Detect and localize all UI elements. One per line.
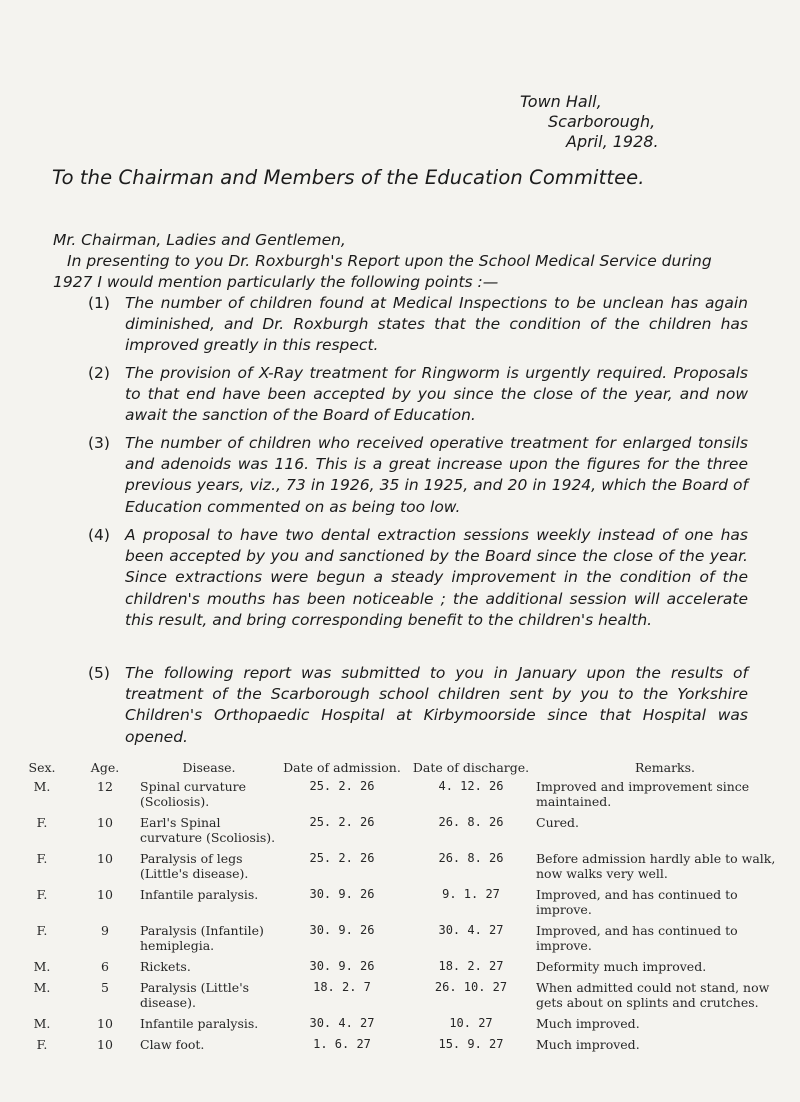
table-header-row (14, 760, 794, 779)
cell-age: 10 (97, 1016, 113, 1031)
cell-disease: Rickets. (140, 959, 191, 974)
cell-sex: F. (36, 1037, 48, 1052)
cell-admission: 25. 2. 26 (309, 779, 375, 793)
intro-text: In presenting to you Dr. Roxburgh's Report upon the School Medical Service during 1927 I would mention particularly the following points :— (53, 252, 712, 291)
point-number: (2) (88, 364, 110, 382)
address-line-1: Town Hall, (520, 92, 602, 111)
point-1 (88, 293, 748, 357)
point-number: (3) (88, 434, 110, 452)
cell-remarks: Improved and improvement since maintained. (536, 779, 750, 809)
cell-admission: 30. 9. 26 (309, 959, 375, 973)
cell-discharge: 18. 2. 27 (438, 959, 504, 973)
cell-sex: M. (33, 980, 51, 995)
header-disease: Disease. (182, 760, 236, 775)
cell-remarks: Much improved. (536, 1016, 640, 1031)
cell-admission: 25. 2. 26 (309, 851, 375, 865)
table-row (14, 1037, 794, 1058)
table-row (14, 851, 794, 887)
cell-age: 12 (97, 779, 113, 794)
cell-age: 5 (101, 980, 109, 995)
table-row (14, 1016, 794, 1037)
cell-age: 10 (97, 815, 113, 830)
header-sex: Sex. (28, 760, 56, 775)
header-age: Age. (90, 760, 120, 775)
cell-remarks: Cured. (536, 815, 579, 830)
cell-sex: M. (33, 779, 51, 794)
cell-admission: 25. 2. 26 (309, 815, 375, 829)
cell-remarks: Improved, and has continued to improve. (536, 887, 738, 917)
cell-disease: Earl's Spinal curvature (Scoliosis). (140, 815, 276, 845)
header-discharge: Date of discharge. (412, 760, 530, 775)
point-4 (88, 525, 748, 631)
cell-remarks: Before admission hardly able to walk, now walks very well. (536, 851, 776, 881)
cell-admission: 30. 9. 26 (309, 923, 375, 937)
table-row (14, 887, 794, 923)
point-number: (4) (88, 526, 110, 544)
cell-admission: 30. 9. 26 (309, 887, 375, 901)
intro-paragraph (53, 251, 753, 293)
cell-remarks: Improved, and has continued to improve. (536, 923, 738, 953)
table-row (14, 815, 794, 851)
cell-disease: Paralysis (Infantile) hemiplegia. (140, 923, 264, 953)
point-number: (5) (88, 664, 110, 682)
cell-admission: 1. 6. 27 (313, 1037, 371, 1051)
cell-admission: 18. 2. 7 (313, 980, 371, 994)
point-text: A proposal to have two dental extraction sessions weekly instead of one has been accepted by you and sanctioned by the Board since the close of the year. Since extractions were begun a steady improvement in the condition of the children's mouths has been noticeable ; the additional session will accelerate this result, and bring corresponding benefit to the children's health. (125, 526, 748, 629)
results-table (14, 760, 794, 1058)
header-remarks: Remarks. (634, 760, 696, 775)
table-row (14, 959, 794, 980)
cell-age: 10 (97, 1037, 113, 1052)
point-5 (88, 663, 748, 748)
cell-disease: Infantile paralysis. (140, 887, 259, 902)
cell-sex: F. (36, 887, 48, 902)
cell-disease: Spinal curvature (Scoliosis). (140, 779, 247, 809)
cell-discharge: 30. 4. 27 (438, 923, 504, 937)
table-row (14, 980, 794, 1016)
cell-age: 10 (97, 887, 113, 902)
cell-sex: F. (36, 851, 48, 866)
table-row (14, 779, 794, 815)
cell-sex: M. (33, 1016, 51, 1031)
cell-remarks: When admitted could not stand, now gets about on splints and crutches. (536, 980, 770, 1010)
cell-sex: F. (36, 815, 48, 830)
cell-remarks: Deformity much improved. (536, 959, 707, 974)
point-3 (88, 433, 748, 518)
cell-discharge: 4. 12. 26 (438, 779, 504, 793)
cell-disease: Claw foot. (140, 1037, 205, 1052)
point-text: The provision of X-Ray treatment for Ringworm is urgently required. Proposals to that end have been accepted by you since the close of the year, and now await the sanction of the Board of Education. (125, 364, 748, 425)
cell-discharge: 10. 27 (449, 1016, 493, 1030)
header-admission: Date of admission. (283, 760, 401, 775)
cell-sex: M. (33, 959, 51, 974)
address-line-3: April, 1928. (566, 132, 659, 151)
point-2 (88, 363, 748, 427)
cell-age: 10 (97, 851, 113, 866)
cell-discharge: 26. 8. 26 (438, 815, 504, 829)
cell-discharge: 26. 10. 27 (434, 980, 508, 994)
point-text: The number of children who received operative treatment for enlarged tonsils and adenoids was 116. This is a great increase upon the figures for the three previous years, viz., 73 in 1926, 35 in 1925, and 20 in 1924, which the Board of Education commented on as being too low. (125, 434, 748, 516)
cell-discharge: 15. 9. 27 (438, 1037, 504, 1051)
table-row (14, 923, 794, 959)
point-text: The following report was submitted to you in January upon the results of treatment of the Scarborough school children sent by you to the Yorkshire Children's Orthopaedic Hospital at Kirbymoorside since that Hospital was opened. (125, 664, 748, 746)
cell-disease: Paralysis (Little's disease). (140, 980, 250, 1010)
address-line-2: Scarborough, (548, 112, 656, 131)
cell-disease: Paralysis of legs (Little's disease). (140, 851, 249, 881)
point-number: (1) (88, 294, 110, 312)
point-text: The number of children found at Medical Inspections to be unclean has again diminished, and Dr. Roxburgh states that the condition of the children has improved greatly in this respect. (125, 294, 748, 355)
page-heading: To the Chairman and Members of the Education Committee. (52, 166, 645, 189)
cell-admission: 30. 4. 27 (309, 1016, 375, 1030)
cell-age: 9 (101, 923, 109, 938)
cell-discharge: 26. 8. 26 (438, 851, 504, 865)
cell-age: 6 (101, 959, 109, 974)
cell-disease: Infantile paralysis. (140, 1016, 259, 1031)
salutation: Mr. Chairman, Ladies and Gentlemen, (53, 231, 346, 249)
cell-sex: F. (36, 923, 48, 938)
cell-discharge: 9. 1. 27 (442, 887, 500, 901)
cell-remarks: Much improved. (536, 1037, 640, 1052)
